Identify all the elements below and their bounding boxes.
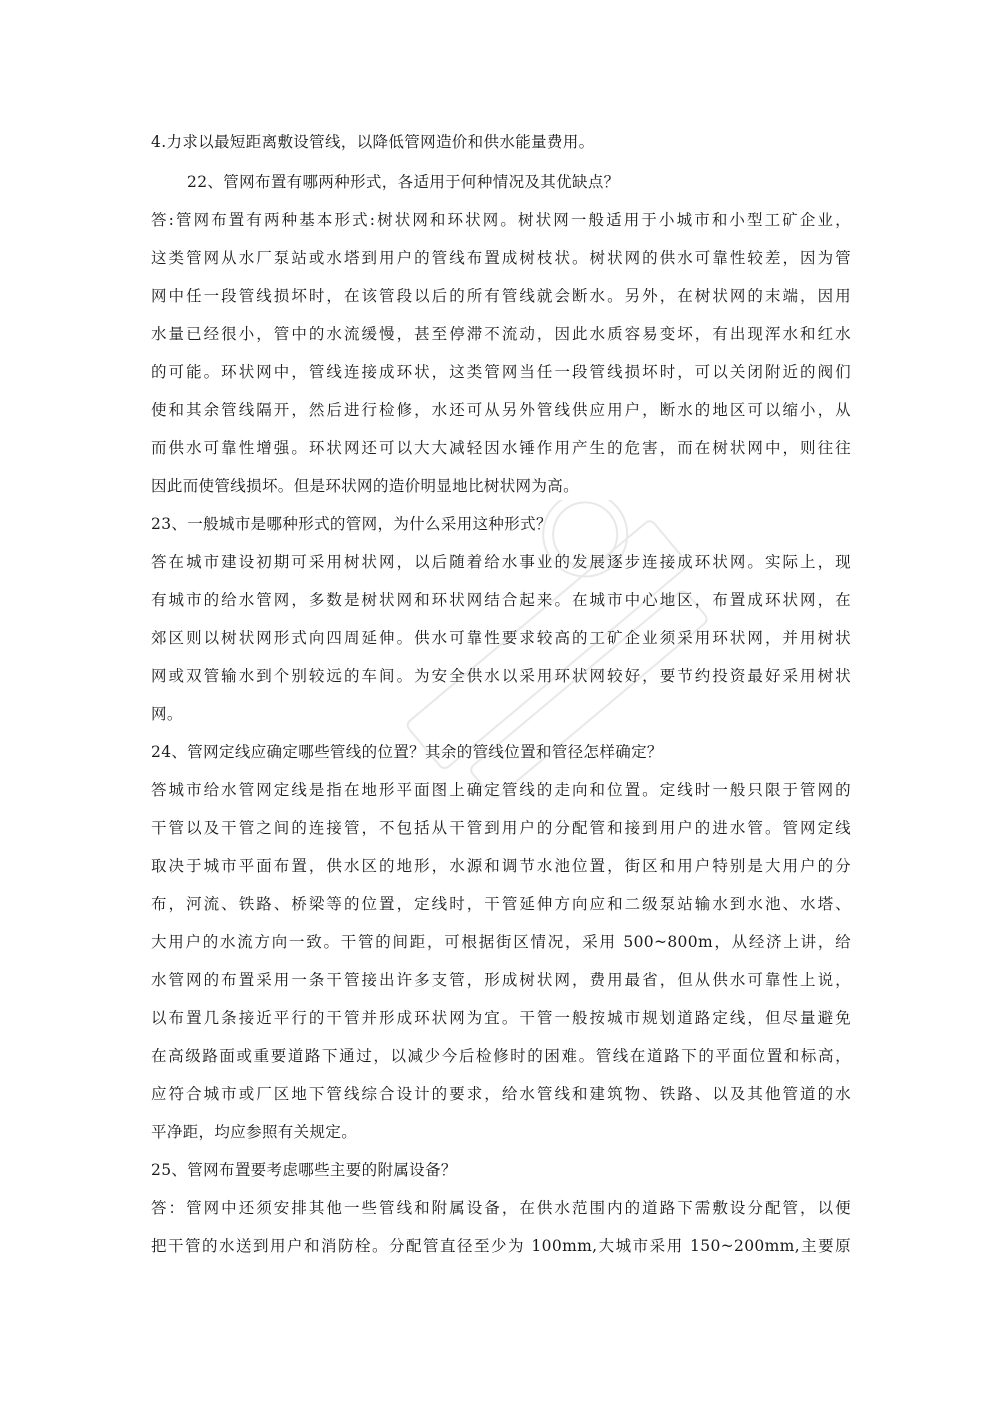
text-line: 而供水可靠性增强。环状网还可以大大减轻因水锤作用产生的危害，而在树状网中，则往往 — [151, 439, 851, 457]
text-line: 水量已经很小，管中的水流缓慢，甚至停滞不流动，因此水质容易变坏，有出现浑水和红水 — [151, 325, 851, 343]
text-line: 有城市的给水管网，多数是树状网和环状网结合起来。在城市中心地区，布置成环状网，在 — [151, 591, 851, 609]
text-line: 水管网的布置采用一条干管接出许多支管，形成树状网，费用最省，但从供水可靠性上说， — [151, 971, 851, 989]
text-line: 因此而使管线损坏。但是环状网的造价明显地比树状网为高。 — [151, 477, 579, 495]
text-line: 以布置几条接近平行的干管并形成环状网为宜。干管一般按城市规划道路定线，但尽量避免 — [151, 1009, 851, 1027]
question-heading: 22、管网布置有哪两种形式，各适用于何种情况及其优缺点？ — [187, 173, 620, 191]
text-line: 取决于城市平面布置，供水区的地形，水源和调节水池位置，街区和用户特别是大用户的分 — [151, 857, 851, 875]
text-line: 郊区则以树状网形式向四周延伸。供水可靠性要求较高的工矿企业须采用环状网，并用树状 — [151, 629, 851, 647]
text-line: 答城市给水管网定线是指在地形平面图上确定管线的走向和位置。定线时一般只限于管网的 — [151, 781, 851, 799]
text-line: 在高级路面或重要道路下通过，以减少今后检修时的困难。管线在道路下的平面位置和标高， — [151, 1047, 851, 1065]
question-heading: 23、一般城市是哪种形式的管网，为什么采用这种形式？ — [151, 515, 552, 533]
text-line: 答:管网布置有两种基本形式:树状网和环状网。树状网一般适用于小城市和小型工矿企业， — [151, 211, 851, 229]
text-line: 平净距，均应参照有关规定。 — [151, 1123, 358, 1141]
text-line: 网。 — [151, 705, 183, 723]
text-line: 使和其余管线隔开，然后进行检修，水还可从另外管线供应用户，断水的地区可以缩小，从 — [151, 401, 851, 419]
text-line: 答：管网中还须安排其他一些管线和附属设备，在供水范围内的道路下需敷设分配管，以便 — [151, 1199, 851, 1217]
text-line: 这类管网从水厂泵站或水塔到用户的管线布置成树枝状。树状网的供水可靠性较差，因为管 — [151, 249, 851, 267]
text-line: 答在城市建设初期可采用树状网，以后随着给水事业的发展逐步连接成环状网。实际上，现 — [151, 553, 851, 571]
text-line: 应符合城市或厂区地下管线综合设计的要求，给水管线和建筑物、铁路、以及其他管道的水 — [151, 1085, 851, 1103]
text-line: 网中任一段管线损坏时，在该管段以后的所有管线就会断水。另外，在树状网的末端，因用 — [151, 287, 851, 305]
text-line: 布，河流、铁路、桥梁等的位置，定线时，干管延伸方向应和二级泵站输水到水池、水塔、 — [151, 895, 851, 913]
text-line: 网或双管输水到个别较远的车间。为安全供水以采用环状网较好，要节约投资最好采用树状 — [151, 667, 851, 685]
text-line: 干管以及干管之间的连接管，不包括从干管到用户的分配管和接到用户的进水管。管网定线 — [151, 819, 851, 837]
text-line: 大用户的水流方向一致。干管的间距，可根据街区情况，采用 500~800m，从经济上讲，给 — [151, 933, 851, 951]
watermark-seal — [360, 500, 760, 820]
text-line: 把干管的水送到用户和消防栓。分配管直径至少为 100mm,大城市采用 150~200mm,主要原 — [151, 1237, 851, 1255]
text-line: 4.力求以最短距离敷设管线，以降低管网造价和供水能量费用。 — [151, 133, 595, 151]
text-line: 的可能。环状网中，管线连接成环状，这类管网当任一段管线损坏时，可以关闭附近的阀们 — [151, 363, 851, 381]
question-heading: 24、管网定线应确定哪些管线的位置？其余的管线位置和管径怎样确定？ — [151, 743, 663, 761]
question-heading: 25、管网布置要考虑哪些主要的附属设备？ — [151, 1161, 457, 1179]
